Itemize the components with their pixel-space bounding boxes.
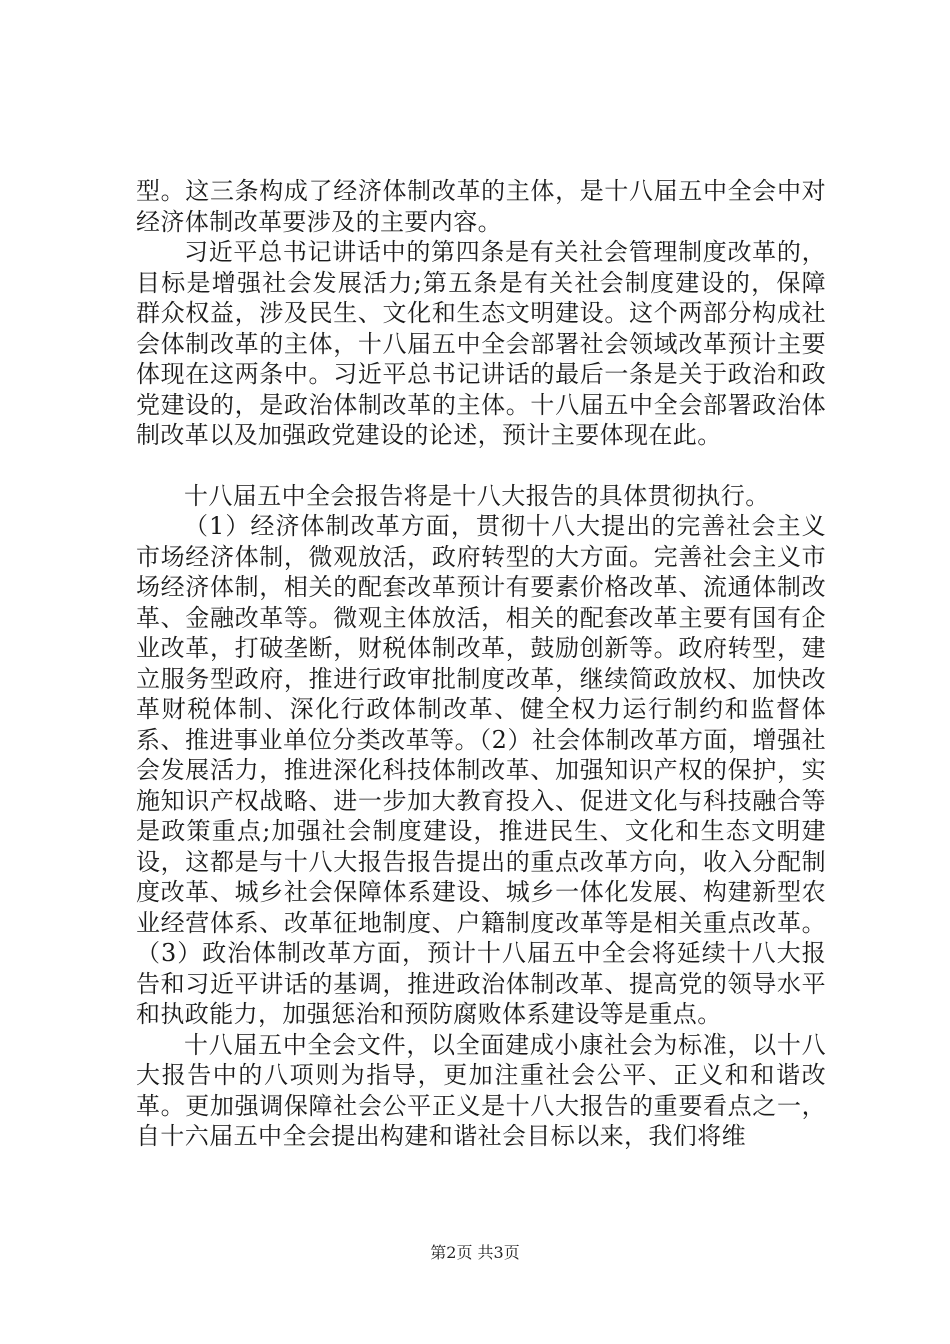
paragraph-plenum-documents: 十八届五中全会文件，以全面建成小康社会为标准，以十八大报告中的八项则为指导，更加注重社会公平、正义和和谐改革。更加强调保障社会公平正义是十八大报告的重要看点之一，自十六届五中全会提出构建和谐社会目标以来，我们将维 (136, 1030, 826, 1150)
document-body (136, 176, 826, 1152)
paragraph-speech-points: 习近平总书记讲话中的第四条是有关社会管理制度改革的，目标是增强社会发展活力;第五条是有关社会制度建设的，保障群众权益，涉及民生、文化和生态文明建设。这个两部分构成社会体制改革的主体，十八届五中全会部署社会领域改革预计主要体现在这两条中。习近平总书记讲话的最后一条是关于政治和政党建设的，是政治体制改革的主体。十八届五中全会部署政治体制改革以及加强政党建设的论述，预计主要体现在此。 (136, 238, 826, 449)
paragraph-reform-areas: （1）经济体制改革方面，贯彻十八大提出的完善社会主义市场经济体制，微观放活，政府转型的大方面。完善社会主义市场经济体制，相关的配套改革预计有要素价格改革、流通体制改革、金融改革等。微观主体放活，相关的配套改革主要有国有企业改革，打破垄断，财税体制改革，鼓励创新等。政府转型，建立服务型政府，推进行政审批制度改革，继续简政放权、加快改革财税体制、深化行政体制改革、健全权力运行制约和监督体系、推进事业单位分类改革等。（2）社会体制改革方面，增强社会发展活力，推进深化科技体制改革、加强知识产权的保护，实施知识产权战略、进一步加大教育投入、促进文化与科技融合等是政策重点;加强社会制度建设，推进民生、文化和生态文明建设，这都是与十八大报告报告提出的重点改革方向，收入分配制度改革、城乡社会保障体系建设、城乡一体化发展、构建新型农业经营体系、改革征地制度、户籍制度改革等是相关重点改革。（3）政治体制改革方面，预计十八届五中全会将延续十八大报告和习近平讲话的基调，推进政治体制改革、提高党的领导水平和执政能力，加强惩治和预防腐败体系建设等是重点。 (136, 512, 826, 1028)
page-number-footer: 第2页 共3页 (430, 1243, 520, 1262)
paragraph-continuation: 型。这三条构成了经济体制改革的主体，是十八届五中全会中对经济体制改革要涉及的主要内容。 (136, 177, 826, 236)
paragraph-report-intro: 十八届五中全会报告将是十八大报告的具体贯彻执行。 (184, 481, 770, 510)
